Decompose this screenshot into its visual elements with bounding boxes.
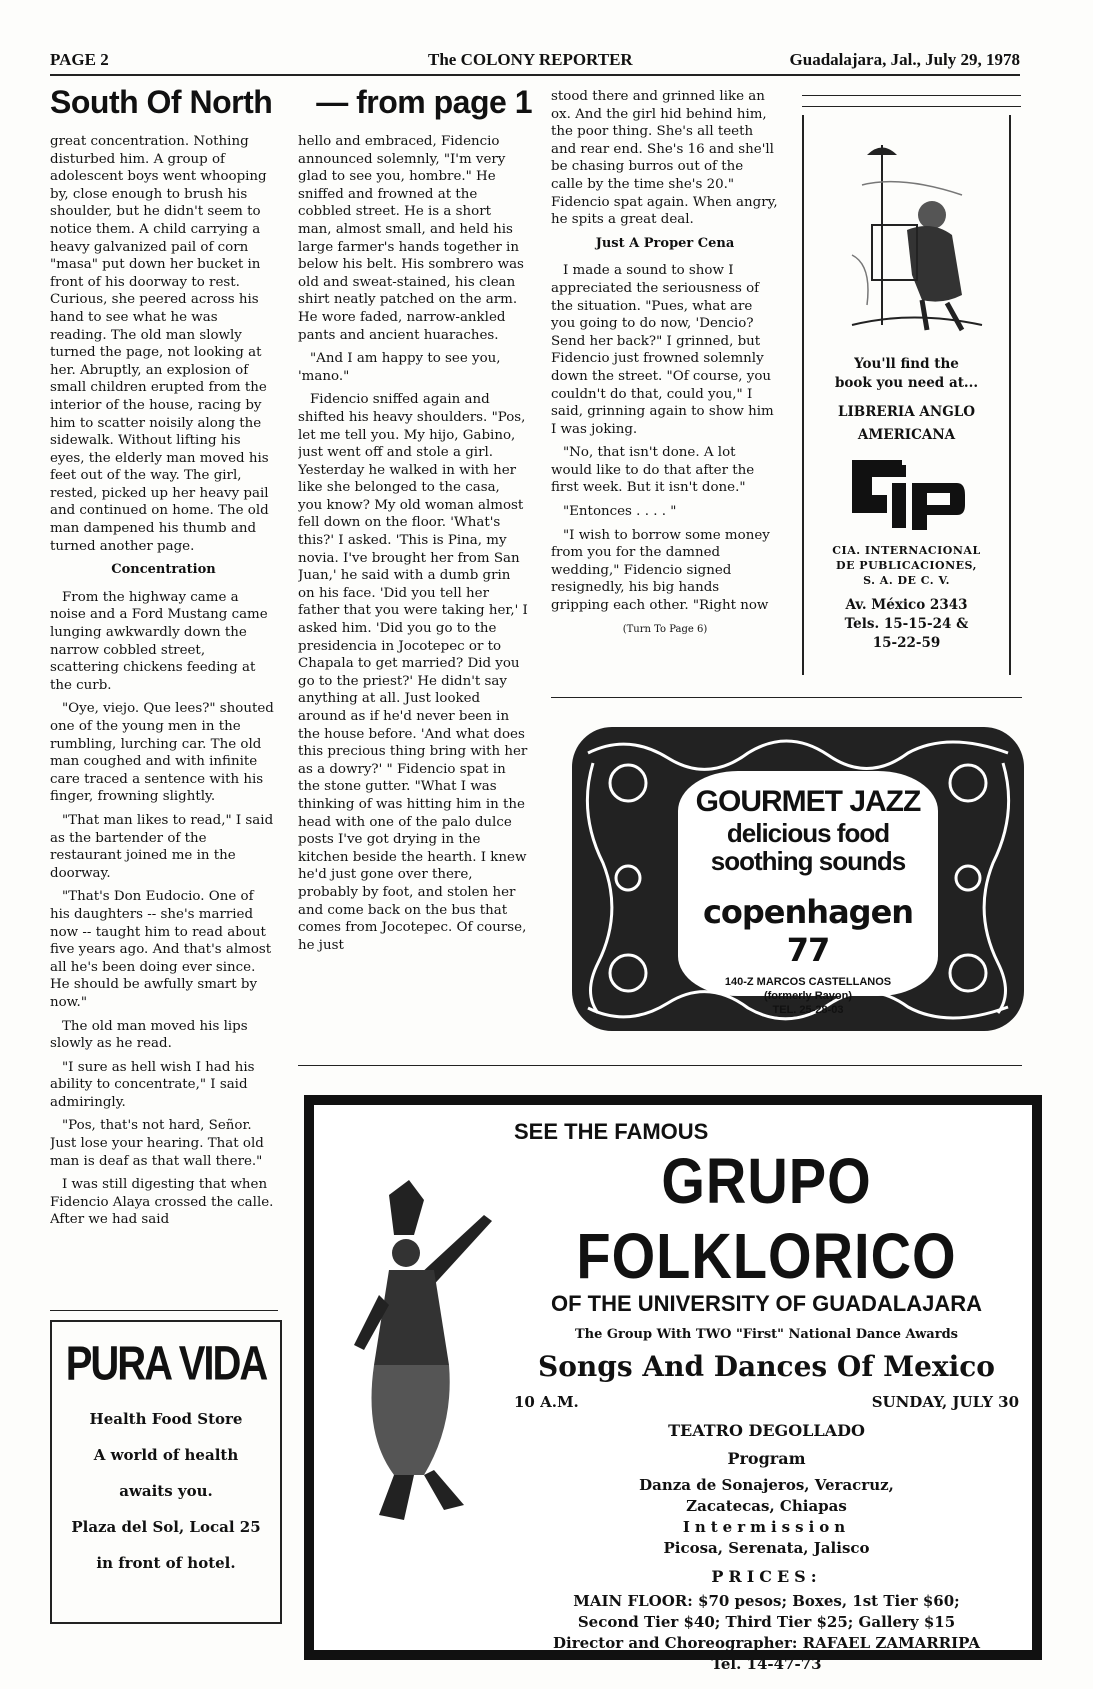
pura-vida-ad [50, 1320, 282, 1624]
column-end-rule [50, 1310, 278, 1311]
paragraph: Fidencio sniffed again and shifted his heavy shoulders. "Pos, let me tell you. My hijo, Gabino, just went off and stole a girl. Yesterday he walked in with her like she belonged to the casa, you know? My old woman almost fell down on the floor. 'What's this?' I asked. 'This is Pina, my novia. I've brought her from San Juan,' he said with a dumb grin on his face. 'Did you tell her father that you were taking her,' I asked him. 'Did you go to the presidencia in Jocotepec or to Chapala to get married? Did you go to the priest?' He didn't say anything at all. Just looked around as if he'd never been in the house before. 'And what does this precious thing bring with her as a dowry?' " Fidencio spat in the stone gutter. "What I was thinking of was hitting him in the head with one of the palo dulce posts I've got drying in the kitchen beside the hearth. I knew he'd just gone over there, probably by foot, and stolen her and come back on the bus that comes from Jocotepec. Of course, he just [298, 392, 528, 953]
jazz-tel: TEL. 25-28-03 [772, 1004, 844, 1016]
jazz-line-2: delicious food [726, 818, 890, 848]
libreria-address: Av. México 2343 [845, 597, 968, 613]
newspaper-name: The COLONY REPORTER [428, 50, 633, 69]
company-line-2: DE PUBLICACIONES, [836, 559, 977, 572]
grupo-prices-label: PRICES: [711, 1567, 822, 1586]
grupo-venue: TEATRO DEGOLLADO [668, 1421, 865, 1440]
article-column-3 [551, 88, 779, 688]
pura-line-3: awaits you. [119, 1482, 213, 1500]
paragraph: great concentration. Nothing disturbed him. A group of adolescent boys went whooping by, close enough to brush his shoulder, but he didn't seem to notice them. A child carrying a heavy galvanized pail of corn "masa" put down her bucket in front of his doorway to rest. Curious, she peered across his hand to see what he was reading. The old man slowly turned the page, not looking at her. Abruptly, an explosion of small children erupted from the interior of the house, racing by him to scatter noisily along the sidewalk. Without lifting his eyes, the elderly man moved his feet out of the way. The girl, rested, picked up her heavy pail and continued on home. The old man dampened his thumb and turned another page. [50, 134, 269, 554]
dateline: Guadalajara, Jal., July 29, 1978 [789, 50, 1020, 69]
headline-continuation: — from page 1 [316, 84, 532, 120]
paragraph: "No, that isn't done. A lot would like to do that after the first week. But it isn't done." [551, 445, 755, 496]
article-headline [50, 84, 532, 126]
jazz-line-3: soothing sounds [710, 846, 906, 876]
jazz-ad-content [678, 771, 938, 1016]
paragraph: "Pos, that's not hard, Señor. Just lose your hearing. That old man is deaf as that wall there." [50, 1118, 264, 1169]
pura-line-2: A world of health [93, 1446, 239, 1464]
grupo-songs: Songs And Dances Of Mexico [538, 1350, 995, 1383]
page-header [50, 50, 1020, 72]
paragraph: "That man likes to read," I said as the bartender of the restaurant joined me in the doorway. [50, 812, 274, 881]
headline-title: South Of North [50, 84, 273, 120]
libreria-tagline-2: book you need at... [834, 375, 979, 391]
paragraph: "Oye, viejo. Que lees?" shouted one of the young men in the rumbling, lurching car. The old man coughed and with infinite care traced a sentence with his finger, frowning slightly. [50, 701, 274, 805]
grupo-time: 10 A.M. [514, 1393, 579, 1411]
cip-logo [847, 455, 967, 535]
paragraph: I was still digesting that when Fidencio Alaya crossed the calle. After we had said [50, 1177, 274, 1228]
ad-top-rule [802, 95, 1021, 96]
program-item-1: Danza de Sonajeros, Veracruz, [639, 1476, 894, 1494]
price-line-2: Second Tier $40; Third Tier $25; Gallery $15 [577, 1613, 956, 1631]
paragraph: stood there and grinned like an ox. And the girl hid behind him, the poor thing. She's all teeth and rear end. She's 16 and she'll be chasing burros out of the calle by the time she's 20." Fidencio spat again. When angry, he spits a great deal. [551, 89, 778, 228]
paragraph: "And I am happy to see you, 'mano." [298, 351, 501, 384]
company-line-1: CIA. INTERNACIONAL [832, 544, 981, 557]
libreria-tels-1: Tels. 15-15-24 & [844, 616, 969, 632]
paragraph: "That's Don Eudocio. One of his daughters -- she's married now -- taught him to read about five years ago. And that's almost all he's been doing ever since. He should be awfully smart by now." [50, 889, 272, 1010]
pura-vida-title: PURA VIDA [65, 1337, 267, 1391]
program-item-2: Zacatecas, Chiapas [686, 1497, 847, 1515]
paragraph: "Entonces . . . . " [563, 504, 677, 520]
jazz-address: 140-Z MARCOS CASTELLANOS [724, 976, 892, 988]
grupo-folklorico-ad [304, 1095, 1042, 1673]
libreria-tagline-1: You'll find the [854, 356, 959, 372]
program-item-3: Picosa, Serenata, Jalisco [663, 1539, 870, 1557]
paragraph: "I sure as hell wish I had his ability to concentrate," I said admiringly. [50, 1059, 255, 1110]
paragraph: "I wish to borrow some money from you for the damned wedding," Fidencio signed resignedly, his big hands gripping each other. "Right now [551, 527, 770, 614]
grupo-title: GRUPO FOLKLORICO [576, 1144, 957, 1292]
reading-man-illustration [812, 125, 1002, 345]
section-rule [551, 697, 1022, 698]
grupo-director: Director and Choreographer: RAFAEL ZAMARRIPA [552, 1634, 980, 1652]
section-rule-2 [298, 1065, 1022, 1066]
grupo-date: SUNDAY, JULY 30 [871, 1393, 1019, 1411]
libreria-name-2: AMERICANA [857, 427, 956, 443]
paragraph: The old man moved his lips slowly as he read. [50, 1018, 248, 1052]
article-column-1 [50, 133, 277, 1303]
pura-line-4: Plaza del Sol, Local 25 [71, 1518, 261, 1536]
libreria-ad [802, 115, 1011, 675]
jazz-headline: GOURMET JAZZ [695, 785, 921, 818]
grupo-awards: The Group With TWO "First" National Dance Awards [575, 1327, 958, 1342]
page-number: PAGE 2 [50, 50, 109, 69]
paragraph: From the highway came a noise and a Ford Mustang came lunging awkwardly down the narrow cobbled street, scattering chickens feeding at the curb. [50, 589, 268, 693]
libreria-name-1: LIBRERIA ANGLO [837, 404, 976, 420]
price-line-1: MAIN FLOOR: $70 pesos; Boxes, 1st Tier $60; [573, 1592, 960, 1610]
article-column-2 [298, 133, 528, 1048]
paragraph: I made a sound to show I appreciated the seriousness of the situation. "Pues, what are you going to do now, 'Dencio? Send her back?" I grinned, but Fidencio just frowned solemnly down the street. "Of course, you couldn't do that, could you," I said, grinning again to show him I was joking. [551, 263, 774, 437]
pura-line-5: in front of hotel. [96, 1554, 236, 1572]
cip-logo-graphic [847, 455, 967, 535]
ad-top-rule-2 [802, 106, 1021, 107]
pura-line-1: Health Food Store [89, 1410, 243, 1428]
header-rule [50, 74, 1020, 76]
gourmet-jazz-ad [568, 723, 1028, 1035]
grupo-ad-text [514, 1105, 1019, 1675]
company-line-3: S. A. DE C. V. [863, 574, 950, 587]
paragraph: hello and embraced, Fidencio announced solemnly, "I'm very glad to see you, hombre." He sniffed and frowned at the cobbled street. He is a short man, almost small, and held his large farmer's hands together in below his belt. His sombrero was old and sweat-stained, his clean shirt neatly patched on the arm. He wore faded, narrow-ankled pants and ancient huaraches. [298, 134, 524, 343]
grupo-tel: Tel. 14-47-73 [711, 1655, 822, 1673]
dancer-illustration [334, 1175, 514, 1555]
jazz-former-name: (formerly Rayon) [763, 990, 853, 1002]
grupo-see: SEE THE FAMOUS [514, 1119, 709, 1144]
libreria-tels-2: 15-22-59 [872, 635, 941, 651]
grupo-time-date [514, 1393, 1019, 1413]
subhead-concentration: Concentration [111, 562, 216, 578]
grupo-program-label: Program [727, 1449, 806, 1468]
restaurant-name: copenhagen 77 [702, 893, 914, 969]
turn-to-page-note: (Turn To Page 6) [622, 623, 708, 635]
program-intermission: Intermission [682, 1518, 851, 1536]
grupo-university: OF THE UNIVERSITY OF GUADALAJARA [550, 1291, 983, 1316]
subhead-proper-cena: Just A Proper Cena [595, 235, 735, 251]
